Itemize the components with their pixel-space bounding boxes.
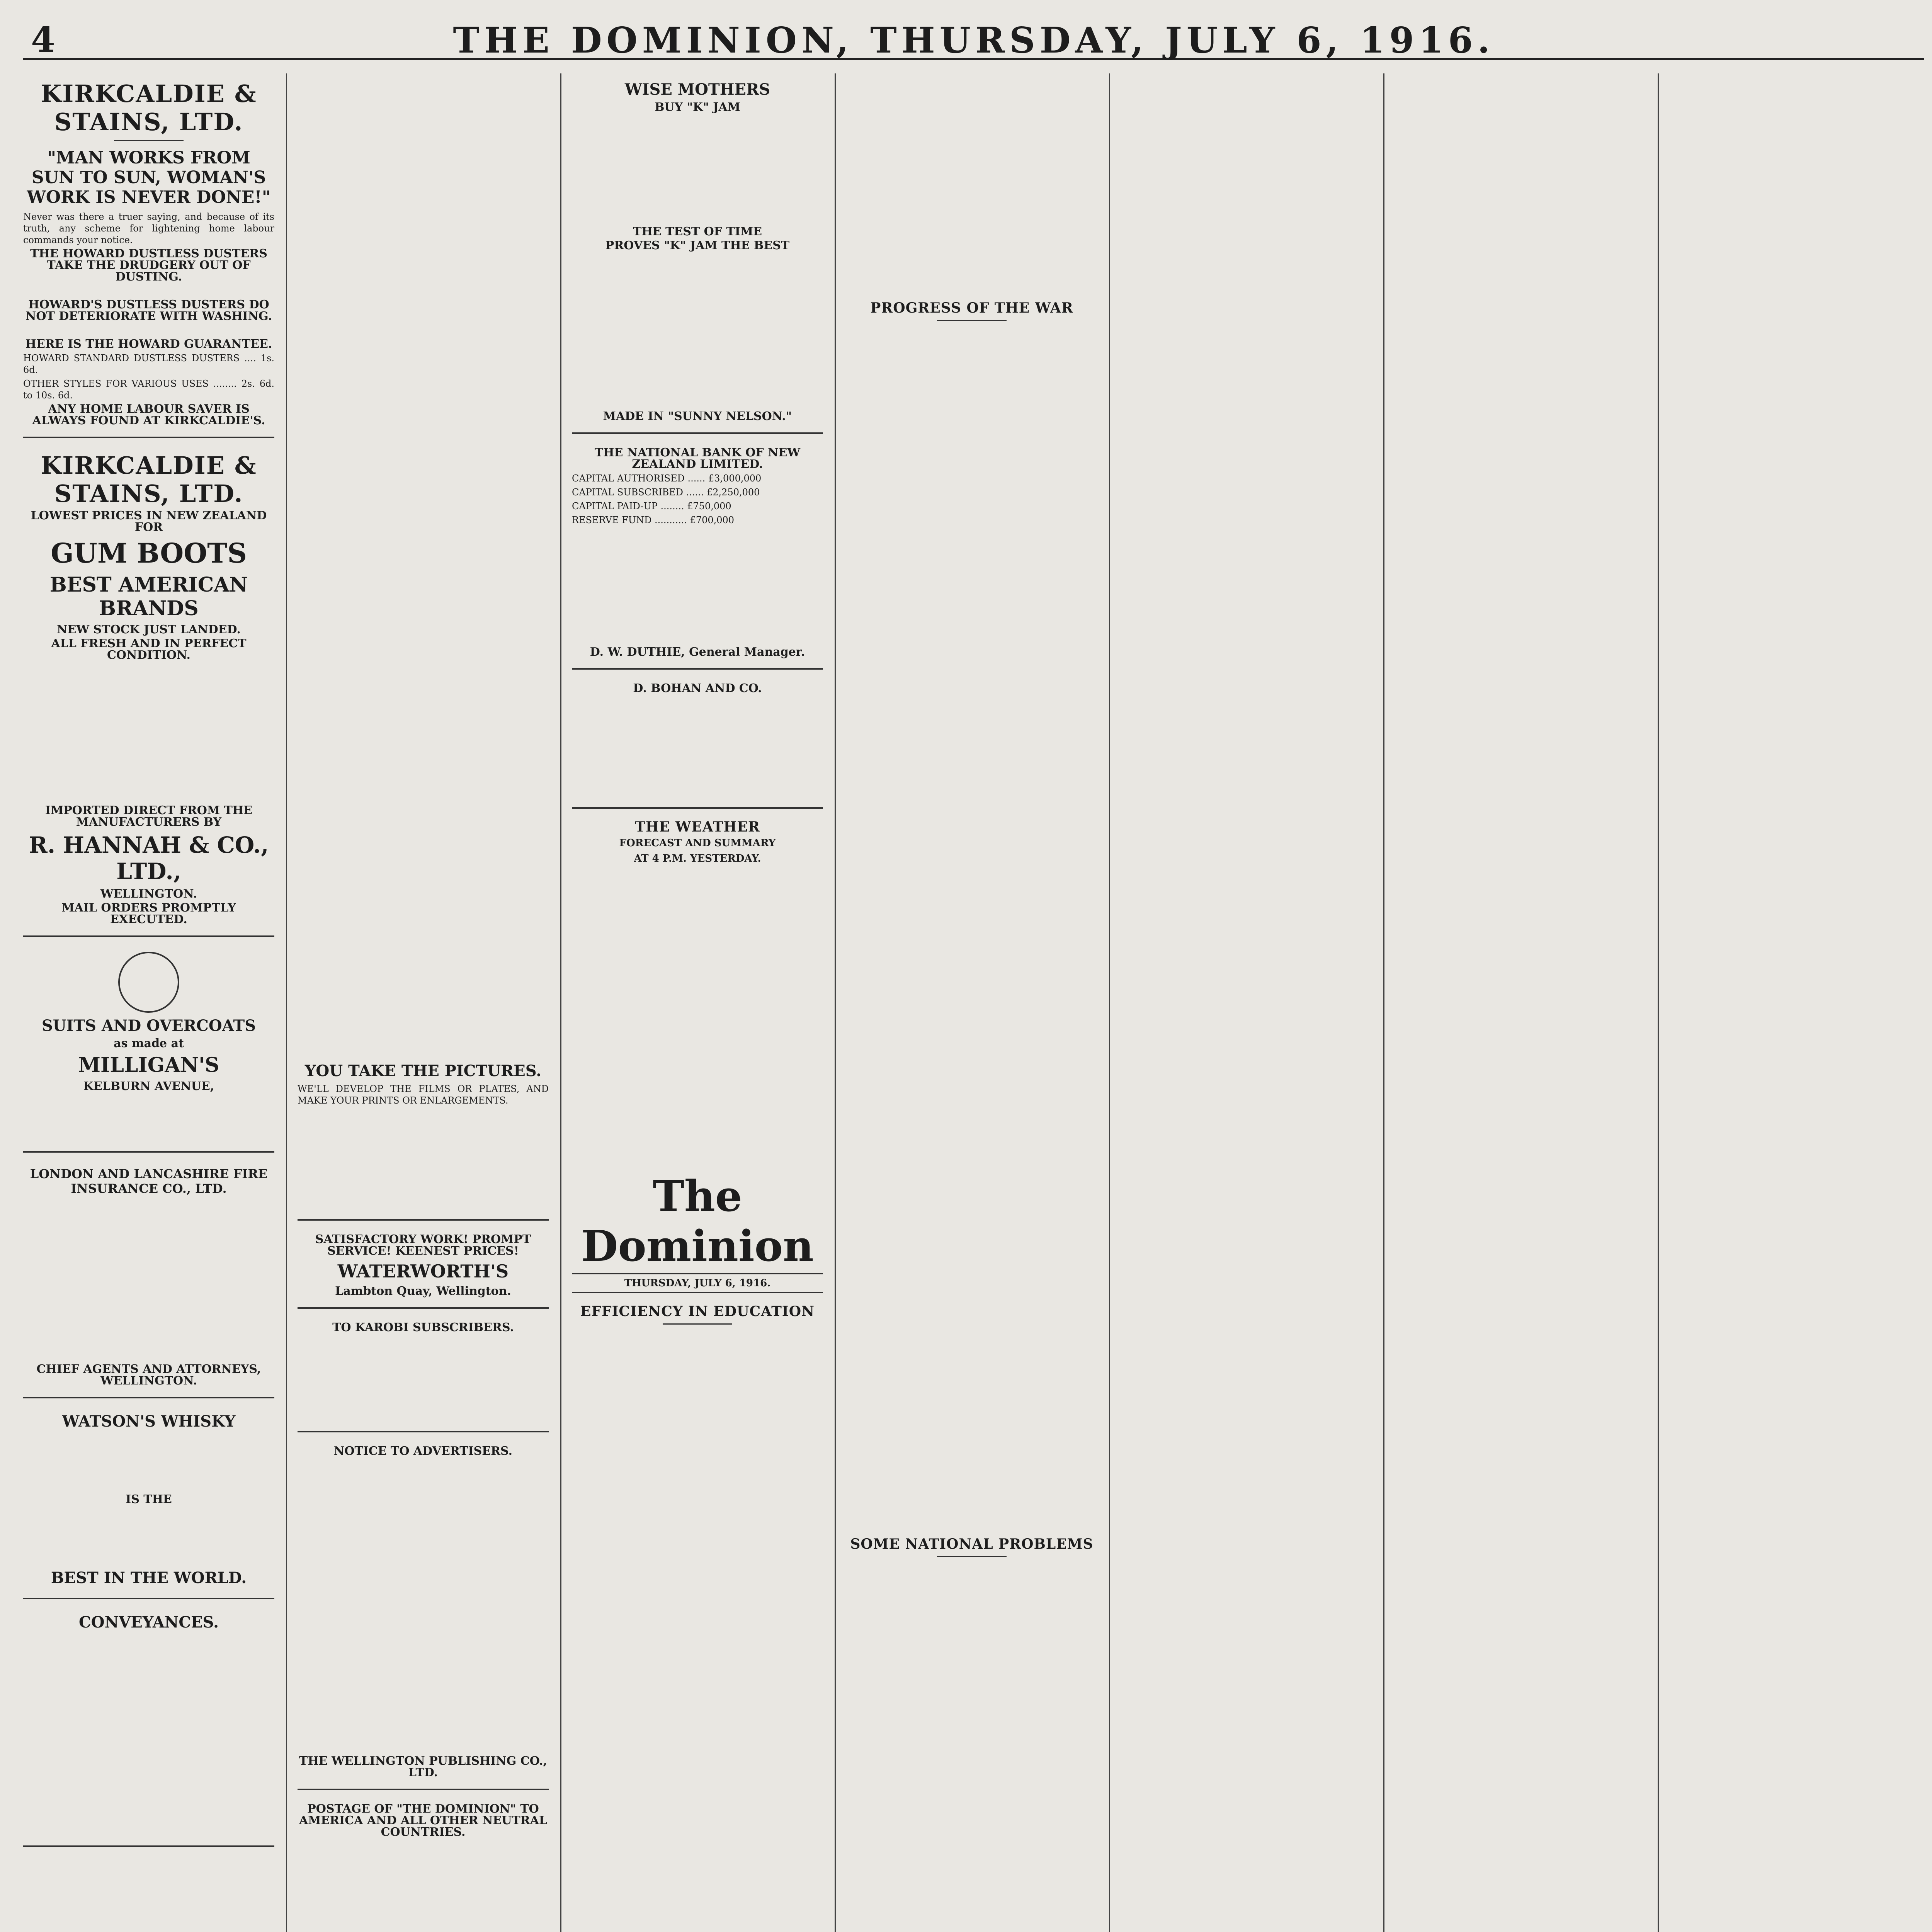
ad-subhead: MAIL ORDERS PROMPTLY EXECUTED. [61, 901, 236, 926]
ad-text: WE'LL DEVELOP THE FILMS OR PLATES, AND MAKE YOUR PRINTS OR ENLARGEMENTS. [298, 1083, 549, 1106]
ad-subhead: PROVES "K" JAM THE BEST [605, 239, 790, 252]
ad-firm: WATERWORTH'S [337, 1261, 509, 1282]
page-number: 4 [31, 19, 55, 60]
ad-title: CONVEYANCES. [78, 1613, 219, 1631]
article-body [846, 73, 1097, 290]
ad-price: OTHER STYLES FOR VARIOUS USES ........ 2s. 6d. to 10s. 6d. [23, 378, 274, 401]
ad-subhead: POSTAGE OF "THE DOMINION" TO AMERICA AND ALL OTHER NEUTRAL COUNTRIES. [299, 1802, 548, 1839]
section-heading: THE WEATHER [635, 819, 760, 835]
ad-subhead: NOTICE TO ADVERTISERS. [333, 1444, 513, 1458]
ad-subhead: CHIEF AGENTS AND ATTORNEYS, WELLINGTON. [36, 1362, 261, 1388]
bank-capital-line: CAPITAL AUTHORISED ...... £3,000,000 [572, 473, 762, 484]
issue-date: THURSDAY, JULY 6, 1916. [572, 1273, 823, 1293]
ad-title: KIRKCALDIE & STAINS, LTD. [41, 451, 257, 508]
ad-title: LONDON AND LANCASHIRE FIRE INSURANCE CO., LTD. [30, 1167, 268, 1196]
ad-subhead: THE WELLINGTON PUBLISHING CO., LTD. [299, 1754, 547, 1779]
ad-spacer [23, 1434, 274, 1492]
ad-subhead: THE HOWARD DUSTLESS DUSTERS TAKE THE DRUDGERY OUT OF DUSTING. [30, 247, 267, 284]
article-body [1395, 73, 1646, 1932]
ad-body [572, 697, 823, 797]
ad-body [23, 1634, 274, 1835]
waterworth-ad [298, 1228, 549, 1309]
ad-subhead: LOWEST PRICES IN NEW ZEALAND FOR [31, 509, 267, 534]
column-4 [846, 73, 1097, 1932]
section-heading: PROGRESS OF THE WAR [870, 300, 1073, 316]
column-rule [1383, 73, 1384, 1932]
advertisers-notice [298, 1439, 549, 1790]
section-subheading: AT 4 P.M. YESTERDAY. [634, 853, 761, 864]
ad-body [298, 1840, 549, 1932]
ad-body [298, 1109, 549, 1209]
ad-spacer [23, 1508, 274, 1566]
ad-text: Never was there a truer saying, and because of its truth, any scheme for lightening home labour commands your notice. [23, 211, 274, 245]
column-rule [1658, 73, 1659, 1932]
ad-subhead: HOWARD'S DUSTLESS DUSTERS DO NOT DETERIORATE WITH WASHING. [25, 298, 272, 323]
ad-body [572, 528, 823, 644]
column-rule [286, 73, 287, 1932]
newspaper-masthead-title: THE DOMINION, THURSDAY, JULY 6, 1916. [453, 19, 1495, 61]
divider [663, 1323, 732, 1325]
ad-price: HOWARD STANDARD DUSTLESS DUSTERS .... 1s. 6d. [23, 353, 274, 375]
ad-subhead: SATISFACTORY WORK! PROMPT SERVICE! KEENEST PRICES! [315, 1233, 531, 1258]
article-body [1121, 73, 1372, 1932]
column-2-top-spacer [298, 73, 549, 1055]
ad-body [23, 1095, 274, 1141]
column-rule [560, 73, 561, 1932]
ad-body [572, 254, 823, 408]
ad-body [572, 116, 823, 224]
ad-title: SUITS AND OVERCOATS [41, 1017, 256, 1035]
ad-headline: BEST AMERICAN BRANDS [49, 573, 248, 620]
divider [937, 320, 1007, 321]
whisky-ad [23, 1405, 274, 1599]
postage-notice [298, 1797, 549, 1932]
section-heading: SOME NATIONAL PROBLEMS [850, 1536, 1094, 1552]
ad-subhead: D. BOHAN AND CO. [633, 682, 762, 695]
ad-headline: BEST IN THE WORLD. [51, 1569, 247, 1587]
bohan-ad [572, 677, 823, 809]
column-6 [1395, 73, 1646, 1932]
ad-subhead: BUY "K" JAM [655, 100, 740, 114]
ad-place: WELLINGTON. [100, 887, 197, 901]
ad-title: WISE MOTHERS [624, 80, 770, 99]
insurance-ad [23, 1160, 274, 1398]
ad-title: WATSON'S WHISKY [62, 1412, 236, 1430]
ad-address: Lambton Quay, Wellington. [335, 1284, 511, 1298]
photo-ad [298, 1055, 549, 1221]
ad-body [23, 663, 274, 803]
ad-slogan: "MAN WORKS FROM SUN TO SUN, WOMAN'S WORK IS NEVER DONE!" [27, 148, 271, 207]
ad-body [23, 1199, 274, 1361]
national-bank-ad [572, 441, 823, 670]
column-5 [1121, 73, 1372, 1932]
column-3 [572, 73, 823, 1932]
ad-subhead: MADE IN "SUNNY NELSON." [603, 410, 792, 423]
ad-signature: D. W. DUTHIE, General Manager. [590, 645, 805, 659]
ad-title: YOU TAKE THE PICTURES. [304, 1062, 542, 1080]
newspaper-title: The Dominion [581, 1171, 814, 1271]
article-body [572, 1332, 823, 1932]
k-jam-ad [572, 73, 823, 434]
section-subheading: FORECAST AND SUMMARY [619, 837, 776, 849]
ad-subhead: HERE IS THE HOWARD GUARANTEE. [25, 337, 272, 351]
ad-title: KIRKCALDIE & STAINS, LTD. [41, 80, 257, 136]
article-body [572, 868, 823, 1162]
column-2 [298, 73, 549, 1932]
kirkcaldie-dusters-ad [23, 73, 274, 438]
section-heading: EFFICIENCY IN EDUCATION [580, 1303, 815, 1320]
ad-headline: GUM BOOTS [51, 537, 247, 569]
ad-subhead: NEW STOCK JUST LANDED. [57, 623, 241, 636]
ad-subhead: IMPORTED DIRECT FROM THE MANUFACTURERS BY [45, 804, 253, 829]
ad-subhead: TO KAROBI SUBSCRIBERS. [332, 1321, 514, 1334]
milligans-ad [23, 944, 274, 1153]
ad-subhead: THE NATIONAL BANK OF NEW ZEALAND LIMITED. [594, 446, 801, 471]
kirkcaldie-gumboots-ad [23, 445, 274, 937]
ad-body [23, 325, 274, 336]
ad-body [23, 285, 274, 297]
column-7 [1669, 73, 1920, 1932]
article-body [846, 1564, 1097, 1932]
ad-body [298, 1336, 549, 1421]
ad-body [298, 1459, 549, 1753]
column-rule [835, 73, 836, 1932]
column-rule [1109, 73, 1110, 1932]
article-body [1669, 73, 1920, 1932]
divider [114, 140, 184, 141]
ad-firm: R. HANNAH & CO., LTD., [29, 832, 269, 884]
ad-subhead: ALL FRESH AND IN PERFECT CONDITION. [51, 637, 247, 662]
ad-subhead: as made at [114, 1037, 184, 1050]
ad-subhead: IS THE [126, 1493, 172, 1506]
bank-capital-line: CAPITAL PAID-UP ........ £750,000 [572, 501, 731, 512]
divider [937, 1556, 1007, 1557]
subscribers-notice [298, 1316, 549, 1432]
ad-firm: MILLIGAN'S [78, 1053, 219, 1077]
ad-subhead: ANY HOME LABOUR SAVER IS ALWAYS FOUND AT KIRKCALDIE'S. [32, 402, 265, 427]
bank-capital-line: CAPITAL SUBSCRIBED ...... £2,250,000 [572, 487, 760, 498]
award-seal-icon [118, 952, 179, 1013]
bank-capital-line: RESERVE FUND ........... £700,000 [572, 515, 735, 526]
article-body [846, 328, 1097, 1526]
column-1 [23, 73, 274, 1932]
ad-address: KELBURN AVENUE, [83, 1080, 214, 1093]
masthead [23, 15, 1924, 60]
conveyances-ad [23, 1606, 274, 1847]
ad-subhead: THE TEST OF TIME [633, 225, 762, 238]
